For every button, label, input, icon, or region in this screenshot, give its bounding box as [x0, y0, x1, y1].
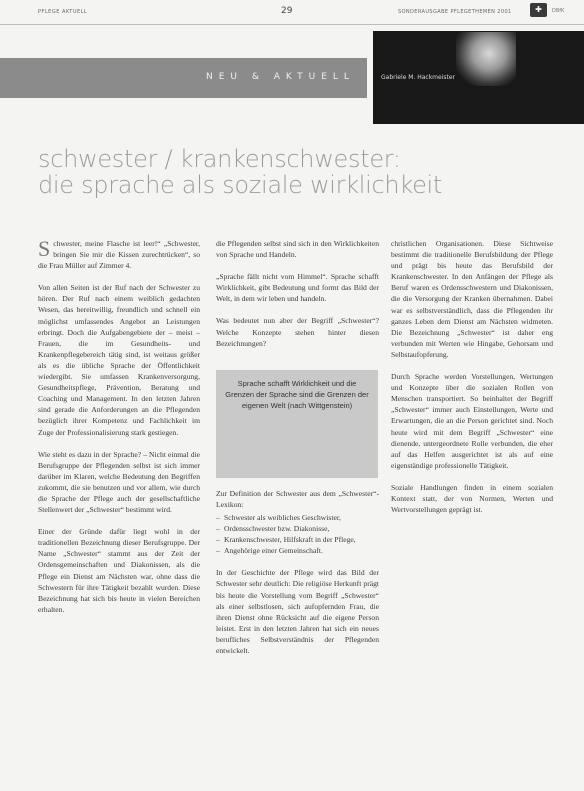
header-logo-text: DBfK: [552, 8, 565, 14]
list-item: – Krankenschwester, Hilfskraft in der Pflege,: [216, 534, 379, 545]
dbfk-logo: ✚: [530, 3, 547, 17]
paragraph: Einer der Gründe dafür liegt wohl in der traditionellen Bezeichnung dieser Berufsgruppe. Der Name „Schwester“ stammt aus der Zeit der Ordensgemeinschaften und Diakonissen, als die Pflege ein Dienst am Nächsten war, ohne dass die Schwestern für ihre Tätigkeit bezahlt wurden. Diese Bezeichnung hat sich bis heute in vielen Bereichen erhalten.: [38, 527, 200, 614]
list-item: – Angehörige einer Gemeinschaft.: [216, 545, 379, 556]
paragraph: Durch Sprache werden Vorstellungen, Wertungen und Konzepte über die sozialen Rollen von Menschen transportiert. So beinhaltet der Begriff „Schwester“ immer auch Einstellungen, Werte und Erwartungen, die an die Person gerichtet sind. Noch heute wird mit dem Begriff „Schwester“ eine dienende, untergeordnete Rolle verbunden, die eher auf das Helfen ausgerichtet ist als auf eine eigenständige professionelle Tätigkeit.: [391, 372, 553, 470]
column-3: [391, 238, 553, 526]
page-number: 29: [281, 6, 293, 16]
list-item: – Schwester als weibliches Geschwister,: [216, 512, 379, 523]
header-issue: SONDERAUSGABE PFLEGETHEMEN 2001: [398, 9, 512, 15]
title-line-1: schwester / krankenschwester:: [38, 145, 401, 173]
title-line-2: die sprache als soziale wirklichkeit: [38, 171, 443, 199]
author-photo: [456, 32, 516, 86]
paragraph: die Pflegenden selbst sind sich in den Wirklichkeiten von Sprache und Handeln.: [216, 239, 379, 260]
page-header: [0, 0, 584, 25]
pull-quote: Sprache schafft Wirklichkeit und die Grenzen der Sprache sind die Grenzen der eigenen Welt (nach Wittgenstein): [225, 379, 369, 410]
definition-list: [216, 512, 379, 556]
header-publication: PFLEGE AKTUELL: [38, 9, 88, 15]
paragraph: christlichen Organisationen. Diese Sichtweise bestimmt die traditionelle Berufsbildung der Pflege und prägt bis heute das Berufsbild der Krankenschwester. In den Anfängen der Pflege als Beruf waren es Ordensschwestern und Diakonissen, die die Versorgung der Kranken übernahmen. Dabei war es selbstverständlich, dass die Pflegenden ihr ganzes Leben dem Dienst am Nächsten widmeten. Die Bezeichnung „Schwester“ ist daher eng verbunden mit Werten wie Hingabe, Gehorsam und Selbstaufopferung.: [391, 239, 553, 359]
column-1: [38, 238, 200, 626]
drop-cap: S: [38, 236, 51, 261]
paragraph: Zur Definition der Schwester aus dem „Schwester“-Lexikon:: [216, 488, 379, 509]
section-label: NEU & AKTUELL: [206, 72, 355, 82]
paragraph: Was bedeutet nun aber der Begriff „Schwester“? Welche Konzepte stehen hinter diesen Bezeichnungen?: [216, 316, 379, 348]
list-item: – Ordensschwester bzw. Diakonisse,: [216, 523, 379, 534]
author-name: Gabriele M. Hackmeister: [381, 74, 456, 81]
article-title: [38, 146, 442, 198]
paragraph: „Sprache fällt nicht vom Himmel“. Sprache schafft Wirklichkeit, gibt Bedeutung und formt das Bild der Welt, in dem wir leben und handeln.: [216, 272, 379, 304]
paragraph: Soziale Handlungen finden in einem sozialen Kontext statt, der von Normen, Werten und Wertvorstellungen geprägt ist.: [391, 482, 553, 515]
paragraph: In der Geschichte der Pflege wird das Bild der Schwester sehr deutlich: Die religiöse Herkunft prägt bis heute die Vorstellung vom Begriff „Schwester“ als einer selbstlosen, sich aufopfernden Frau, die ihren Dienst ohne Rücksicht auf die eigene Person leistet. Erst in den letzten Jahren hat sich ein neues berufliches Selbstverständnis der Pflegenden entwickelt.: [216, 568, 379, 655]
paragraph: Von allen Seiten ist der Ruf nach der Schwester zu hören. Der Ruf nach einem weiblich gedachten Wesen, das bereitwillig, freundlich und schnell ein möglichst umfassendes Angebot an Leistungen erbringt. Doch die Aufgabengebiete der – meist – Frauen, die im Gesundheits- und Krankenpflegebereich tätig sind, ist weitaus größer als es die übliche Sprache der Öffentlichkeit wiedergibt. Sie umfassen Krankenversorgung, Gesundheitspflege, Prävention, Beratung und Coaching und Management. In den letzten Jahren sind gerade die Anforderungen an die Pflegenden bezüglich ihrer Kompetenz und Fachlichkeit im Zuge der Professionalisierung stark gestiegen.: [38, 283, 200, 437]
paragraph: Schwester, meine Flasche ist leer!“ „Schwester, bringen Sie mir die Kissen zurechtrücken“, so die Frau Müller auf Zimmer 4.: [38, 236, 200, 271]
paragraph: Wie steht es dazu in der Sprache? – Nicht einmal die Berufsgruppe der Pflegenden selbst ist sich immer darüber im Klaren, welche Bedeutung den Begriffen zukommt, die sie benutzen und vor allem, wie durch die Sprache der Pflege auch der gesellschaftliche Stellenwert der „Schwester“ bestimmt wird.: [38, 449, 200, 515]
